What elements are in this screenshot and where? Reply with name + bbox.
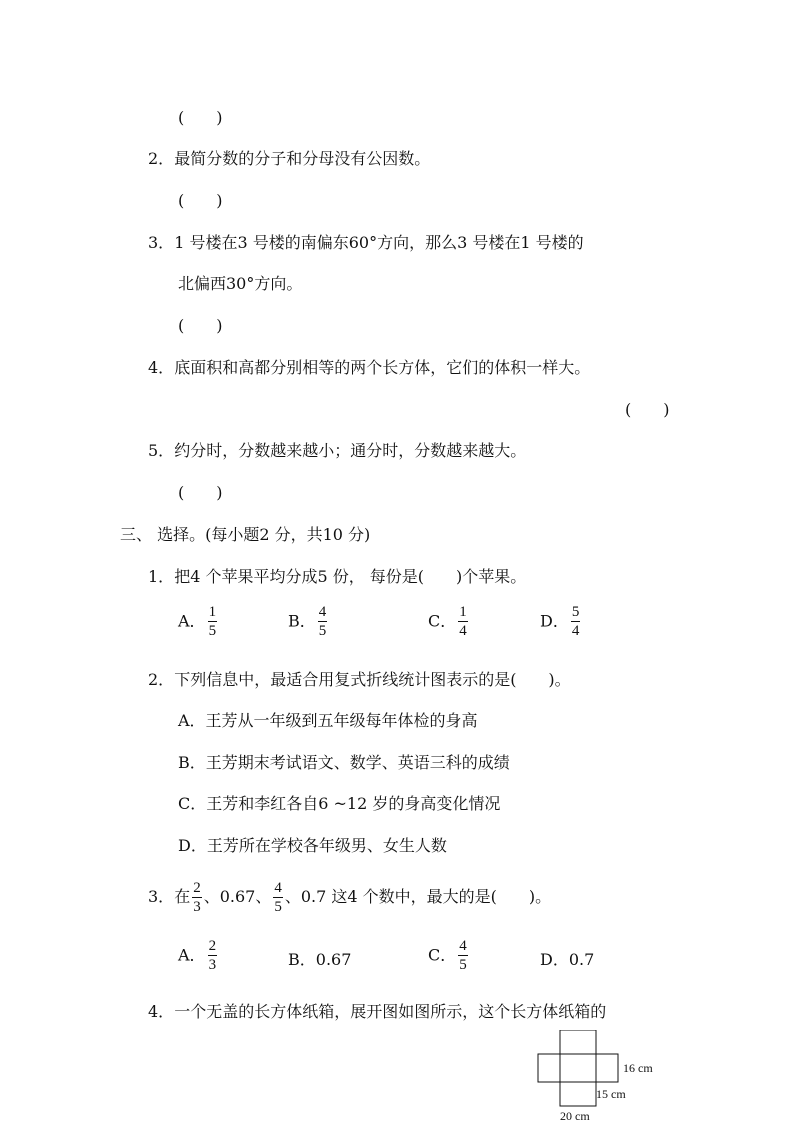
- denominator: 5: [459, 957, 467, 973]
- answer-paren-q1: ( ): [178, 108, 223, 127]
- question-text-prefix: 在: [174, 887, 191, 906]
- mc-question-2: [148, 670, 571, 690]
- fraction-bar: [458, 955, 468, 956]
- question-number: 4．: [148, 1002, 175, 1021]
- fraction: [208, 938, 218, 973]
- question-text: 下列信息中，最适合用复式折线统计图表示的是( )。: [174, 670, 571, 689]
- option-b: B．王芳期末考试语文、数学、英语三科的成绩: [178, 753, 510, 772]
- section-3-header: 三、 选择。(每小题2 分，共10 分): [120, 525, 371, 544]
- option-a: A．王芳从一年级到五年级每年体检的身高: [178, 711, 478, 730]
- option-label: A．: [178, 945, 206, 965]
- answer-paren-q2: ( ): [178, 191, 223, 210]
- fraction: [192, 880, 202, 915]
- question-number: 3．: [148, 233, 175, 252]
- dimension-label-20: 20 cm: [560, 1109, 590, 1123]
- option-c: [428, 938, 470, 973]
- net-face-top: [560, 1030, 596, 1054]
- mc-question-4: [148, 1002, 606, 1022]
- denominator: 4: [459, 623, 467, 639]
- question-text: 最简分数的分子和分母没有公因数。: [174, 149, 431, 168]
- mc-question-3: [148, 877, 551, 917]
- option-a: [178, 938, 219, 973]
- fraction: [318, 604, 328, 639]
- fraction-bar: [318, 621, 328, 622]
- fraction: [208, 604, 218, 639]
- question-3-line2: 北偏西30°方向。: [178, 274, 303, 293]
- numerator: 1: [459, 604, 467, 620]
- denominator: 5: [274, 899, 282, 915]
- fraction: [273, 880, 283, 915]
- question-number: 4．: [148, 358, 175, 377]
- net-face-right: [596, 1054, 618, 1082]
- mc-question-1: [148, 567, 526, 587]
- dimension-label-16: 16 cm: [623, 1061, 653, 1075]
- option-c: [428, 604, 470, 639]
- answer-paren-q5: ( ): [178, 483, 223, 502]
- option-b: [288, 604, 329, 639]
- numerator: 4: [318, 604, 327, 620]
- dimension-label-15: 15 cm: [596, 1087, 626, 1101]
- denominator: 5: [208, 623, 217, 639]
- option-d: D．王芳所在学校各年级男、女生人数: [178, 836, 447, 855]
- question-number: 5．: [148, 441, 175, 460]
- answer-paren-q3: ( ): [178, 316, 223, 335]
- fraction: [458, 604, 468, 639]
- question-number: 1．: [148, 567, 175, 586]
- question-number: 3．: [148, 887, 175, 906]
- fraction-bar: [273, 897, 283, 898]
- denominator: 3: [208, 957, 217, 973]
- question-2: [148, 149, 430, 169]
- denominator: 5: [318, 623, 327, 639]
- numerator: 4: [459, 938, 467, 954]
- question-number: 2．: [148, 670, 175, 689]
- numerator: 4: [274, 880, 282, 896]
- option-label: C．: [428, 611, 457, 631]
- numerator: 5: [571, 604, 580, 620]
- net-face-base: [560, 1054, 596, 1082]
- option-label: C．: [428, 945, 457, 965]
- question-text: 把4 个苹果平均分成5 份， 每份是( )个苹果。: [174, 567, 527, 586]
- question-3: [148, 233, 584, 253]
- option-d: [540, 604, 582, 639]
- fraction-bar: [208, 955, 218, 956]
- question-number: 2．: [148, 149, 175, 168]
- numerator: 2: [208, 938, 217, 954]
- numerator: 1: [208, 604, 217, 620]
- question-text-suffix: 、0.7 这4 个数中，最大的是( )。: [284, 887, 552, 906]
- option-b: B．0.67: [288, 950, 352, 969]
- answer-paren-q4: ( ): [625, 400, 670, 419]
- fraction: [458, 938, 468, 973]
- fraction-bar: [571, 621, 581, 622]
- fraction-bar: [208, 621, 218, 622]
- denominator: 4: [571, 623, 580, 639]
- option-label: D．: [540, 611, 569, 631]
- net-face-left: [538, 1054, 560, 1082]
- option-label: B．: [288, 611, 316, 631]
- fraction: [571, 604, 581, 639]
- question-text: 底面积和高都分别相等的两个长方体，它们的体积一样大。: [174, 358, 591, 377]
- option-c: C．王芳和李红各自6 ~12 岁的身高变化情况: [178, 794, 501, 813]
- question-text: 一个无盖的长方体纸箱，展开图如图所示，这个长方体纸箱的: [174, 1002, 607, 1021]
- option-d: D．0.7: [540, 950, 595, 969]
- numerator: 2: [193, 880, 201, 896]
- option-label: A．: [178, 611, 206, 631]
- separator: 、0.67、: [203, 887, 272, 906]
- question-5: [148, 441, 526, 461]
- fraction-bar: [458, 621, 468, 622]
- question-4: [148, 358, 590, 378]
- question-text: 约分时，分数越来越小；通分时，分数越来越大。: [174, 441, 527, 460]
- denominator: 3: [193, 899, 201, 915]
- option-a: [178, 604, 219, 639]
- fraction-bar: [192, 897, 202, 898]
- question-text: 1 号楼在3 号楼的南偏东60°方向，那么3 号楼在1 号楼的: [174, 233, 584, 252]
- net-face-bottom: [560, 1082, 596, 1106]
- box-net-diagram: [536, 1030, 696, 1123]
